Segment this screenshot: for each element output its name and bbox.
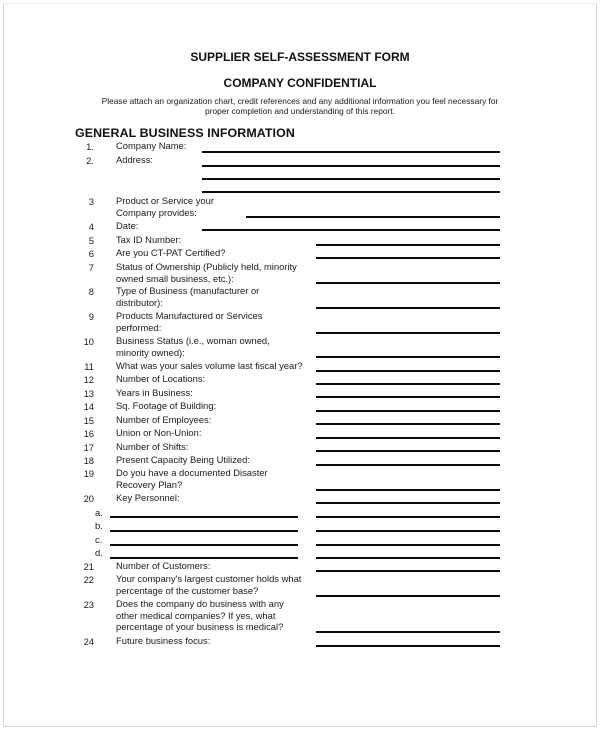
- question-label: Company Name:: [116, 140, 187, 151]
- largest-customer-field[interactable]: [316, 595, 500, 597]
- question-number: 23: [83, 599, 94, 610]
- capacity-field[interactable]: [316, 464, 500, 466]
- question-number: 21: [83, 561, 94, 572]
- key-personnel-a-label: a.: [95, 507, 103, 518]
- key-personnel-d-label: d.: [95, 547, 103, 558]
- key-personnel-c-label: c.: [95, 534, 103, 545]
- question-label: Sq. Footage of Building:: [116, 400, 217, 411]
- question-number: 14: [83, 401, 94, 412]
- question-label: Do you have a documented Disaster: [116, 467, 268, 478]
- sq-footage-field[interactable]: [316, 410, 500, 412]
- tax-id-field[interactable]: [316, 244, 500, 246]
- business-status-field[interactable]: [316, 356, 500, 358]
- medical-business-field[interactable]: [316, 631, 500, 633]
- key-personnel-b-name-field[interactable]: [110, 530, 298, 532]
- question-label: Business Status (i.e., woman owned,: [116, 335, 270, 346]
- question-label: performed:: [116, 322, 162, 333]
- question-number: 1.: [86, 141, 94, 152]
- business-type-field[interactable]: [316, 307, 500, 309]
- address-field-line-2[interactable]: [202, 178, 500, 180]
- key-personnel-b-title-field[interactable]: [316, 530, 500, 532]
- question-label: Future business focus:: [116, 635, 211, 646]
- question-number: 10: [83, 336, 94, 347]
- question-label: minority owned):: [116, 347, 185, 358]
- question-label: percentage of your business is medical?: [116, 621, 284, 632]
- question-label: What was your sales volume last fiscal year?: [116, 360, 303, 371]
- future-focus-field[interactable]: [316, 645, 500, 647]
- question-number: 6: [88, 248, 94, 259]
- question-number: 12: [83, 374, 94, 385]
- question-number: 22: [83, 574, 94, 585]
- locations-field[interactable]: [316, 383, 500, 385]
- products-field[interactable]: [316, 332, 500, 334]
- question-label: Status of Ownership (Publicly held, minority: [116, 261, 297, 272]
- question-number: 24: [83, 636, 94, 647]
- address-field-line-3[interactable]: [202, 191, 500, 193]
- disaster-plan-field[interactable]: [316, 489, 500, 491]
- question-number: 16: [83, 428, 94, 439]
- question-label: Does the company do business with any: [116, 598, 284, 609]
- key-personnel-b-label: b.: [95, 520, 103, 531]
- shifts-field[interactable]: [316, 450, 500, 452]
- question-label: Your company's largest customer holds what: [116, 573, 302, 584]
- question-label: Number of Locations:: [116, 373, 206, 384]
- question-label: Union or Non-Union:: [116, 427, 202, 438]
- question-number: 8: [88, 286, 94, 297]
- question-number: 15: [83, 415, 94, 426]
- question-label: Are you CT-PAT Certified?: [116, 247, 226, 258]
- section-title: GENERAL BUSINESS INFORMATION: [75, 126, 295, 140]
- question-number: 18: [83, 455, 94, 466]
- question-label: Products Manufactured or Services: [116, 310, 263, 321]
- question-number: 7: [88, 262, 94, 273]
- key-personnel-d-name-field[interactable]: [110, 557, 298, 559]
- company-name-field[interactable]: [202, 151, 500, 153]
- question-label: other medical companies? If yes, what: [116, 610, 276, 621]
- question-label: Tax ID Number:: [116, 234, 182, 245]
- union-field[interactable]: [316, 437, 500, 439]
- question-label: Recovery Plan?: [116, 479, 183, 490]
- question-label: Address:: [116, 154, 153, 165]
- key-personnel-field[interactable]: [316, 502, 500, 504]
- sales-volume-field[interactable]: [316, 370, 500, 372]
- question-number: 17: [83, 442, 94, 453]
- address-field-line-1[interactable]: [202, 165, 500, 167]
- question-label: Number of Employees:: [116, 414, 212, 425]
- key-personnel-c-name-field[interactable]: [110, 544, 298, 546]
- question-number: 9: [88, 311, 94, 322]
- key-personnel-a-title-field[interactable]: [316, 516, 500, 518]
- key-personnel-c-title-field[interactable]: [316, 544, 500, 546]
- question-label: Type of Business (manufacturer or: [116, 285, 260, 296]
- question-label: Present Capacity Being Utilized:: [116, 454, 250, 465]
- question-number: 4: [88, 221, 94, 232]
- date-field[interactable]: [202, 229, 500, 231]
- question-label: Number of Shifts:: [116, 441, 189, 452]
- question-label: percentage of the customer base?: [116, 585, 259, 596]
- question-label: owned small business, etc.):: [116, 273, 234, 284]
- question-number: 3: [88, 196, 94, 207]
- question-number: 11: [84, 361, 94, 372]
- years-field[interactable]: [316, 396, 500, 398]
- question-label: Years in Business:: [116, 387, 193, 398]
- question-number: 13: [83, 388, 94, 399]
- intro-text-line-1: Please attach an organization chart, credit references and any additional information you feel necessary for: [101, 96, 499, 106]
- question-number: 19: [83, 468, 94, 479]
- product-service-field[interactable]: [246, 216, 500, 218]
- question-number: 2.: [86, 155, 94, 166]
- customers-field[interactable]: [316, 570, 500, 572]
- form-title: SUPPLIER SELF-ASSESSMENT FORM: [190, 50, 410, 64]
- intro-text-line-2: proper completion and understanding of this report.: [205, 106, 395, 116]
- confidential-subtitle: COMPANY CONFIDENTIAL: [223, 76, 377, 90]
- question-label: Company provides:: [116, 207, 197, 218]
- key-personnel-a-name-field[interactable]: [110, 516, 298, 518]
- key-personnel-d-title-field[interactable]: [316, 557, 500, 559]
- question-label: Product or Service your: [116, 195, 214, 206]
- question-label: Key Personnel:: [116, 492, 180, 503]
- employees-field[interactable]: [316, 423, 500, 425]
- ownership-field[interactable]: [316, 282, 500, 284]
- question-number: 20: [83, 493, 94, 504]
- question-number: 5: [88, 235, 94, 246]
- question-label: distributor):: [116, 297, 163, 308]
- question-label: Date:: [116, 220, 139, 231]
- ctpat-field[interactable]: [316, 257, 500, 259]
- question-label: Number of Customers:: [116, 560, 211, 571]
